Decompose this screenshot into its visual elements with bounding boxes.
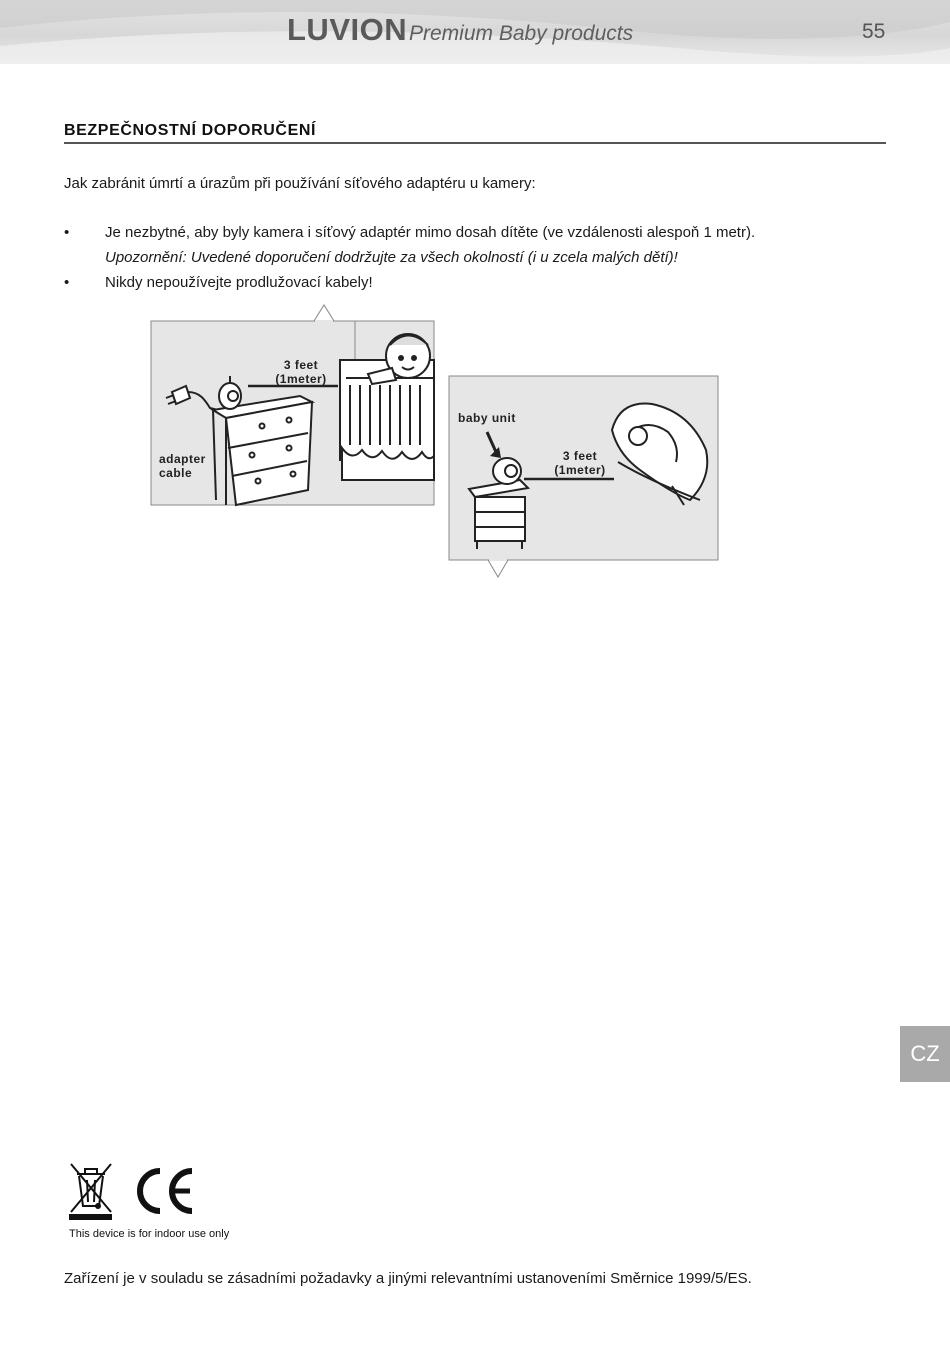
bullet-text: Je nezbytné, aby byly kamera i síťový adaptér mimo dosah dítěte (ve vzdálenosti alespoň 1 metr). (105, 224, 756, 241)
camera-icon (493, 458, 521, 484)
bullet-marker: • (64, 274, 70, 291)
warning-note: Upozornění: Uvedené doporučení dodržujte za všech okolností (i u zcela malých dětí)! (105, 249, 678, 266)
compliance-statement: Zařízení je v souladu se zásadními požadavky a jinými relevantními ustanoveními Směrnice 1999/5/ES. (64, 1270, 752, 1287)
brand-name: LUVION (287, 12, 408, 47)
cable-label-line: cable (159, 466, 193, 480)
bullet-text: Nikdy nepoužívejte prodlužovací kabely! (105, 274, 373, 291)
distance-label-line: (1meter) (275, 372, 327, 386)
section-title: BEZPEČNOSTNÍ DOPORUČENÍ (64, 122, 886, 144)
weee-bin-icon (67, 1162, 115, 1222)
adapter-cable-label (159, 452, 206, 480)
baby-unit-label: baby unit (458, 411, 516, 425)
distance-label-line: (1meter) (554, 463, 606, 477)
distance-label-line: 3 feet (562, 449, 598, 463)
bullet-marker: • (64, 224, 70, 241)
page-number: 55 (862, 20, 886, 43)
indoor-use-note: This device is for indoor use only (69, 1228, 230, 1240)
intro-text: Jak zabránit úmrtí a úrazům při používání síťového adaptéru u kamery: (64, 175, 536, 192)
distance-label-line: 3 feet (283, 358, 319, 372)
safety-illustration (0, 0, 950, 600)
dresser-right (469, 480, 528, 549)
distance-label-left (270, 358, 332, 386)
distance-label-right (548, 449, 612, 477)
cable-label-line: adapter (159, 452, 206, 466)
brand-tagline: Premium Baby products (409, 22, 634, 45)
language-tab: CZ (900, 1026, 950, 1082)
ce-mark-icon (130, 1167, 196, 1215)
